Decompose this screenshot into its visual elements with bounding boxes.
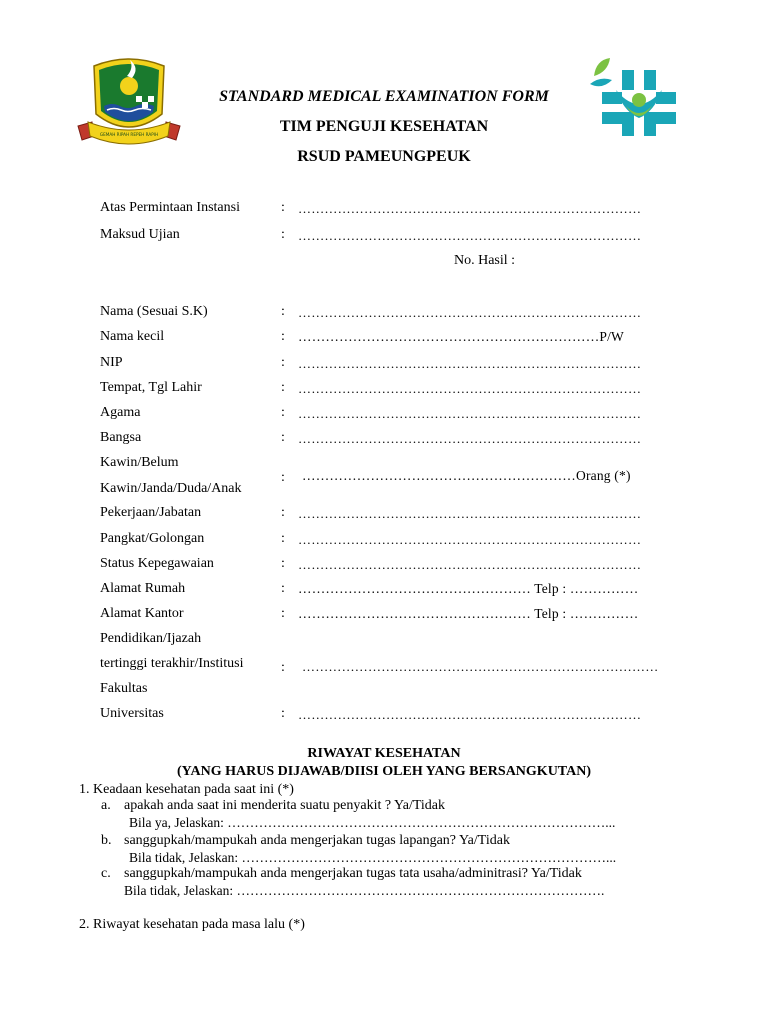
item-c-marker: c.: [101, 866, 111, 881]
field-label-pangkat: Pangkat/Golongan: [100, 531, 205, 546]
item-b-question: sanggupkah/mampukah anda mengerjakan tugas lapangan? Ya/Tidak: [124, 833, 510, 848]
item-c-explain[interactable]: Bila tidak, Jelaskan: ……………………………………………………………………….: [124, 883, 605, 898]
field-colon: :: [281, 304, 285, 319]
field-instansi-blank[interactable]: ……………………………………………………………………: [298, 201, 642, 216]
field-colon: :: [281, 531, 285, 546]
riwayat-subtitle: (YANG HARUS DIJAWAB/DIISI OLEH YANG BERSANGKUTAN): [177, 764, 591, 779]
field-nip-blank[interactable]: ……………………………………………………………………: [298, 356, 642, 371]
field-label-bangsa: Bangsa: [100, 430, 142, 445]
field-label-pekerjaan: Pekerjaan/Jabatan: [100, 505, 202, 520]
field-nama-kecil-blank[interactable]: …………………………………………………………P/W: [298, 329, 625, 344]
field-alamat-kantor-blank[interactable]: …………………………………………… Telp : ……………: [298, 606, 639, 621]
field-colon: :: [281, 329, 285, 344]
field-pangkat-blank[interactable]: ……………………………………………………………………: [298, 532, 642, 547]
question-1: 1. Keadaan kesehatan pada saat ini (*): [79, 782, 294, 797]
field-label-universitas: Universitas: [100, 706, 164, 721]
field-maksud-blank[interactable]: ……………………………………………………………………: [298, 228, 642, 243]
item-a-explain[interactable]: Bila ya, Jelaskan: …………………………………………………………………………...: [129, 815, 616, 830]
field-alamat-rumah-blank[interactable]: …………………………………………… Telp : ……………: [298, 581, 639, 596]
field-colon: :: [281, 355, 285, 370]
field-kawin-blank[interactable]: ……………………………………………………Orang (*): [302, 468, 631, 483]
kemenkes-logo: [586, 56, 682, 142]
field-bangsa-blank[interactable]: ……………………………………………………………………: [298, 431, 642, 446]
field-colon: :: [281, 430, 285, 445]
field-colon: :: [281, 227, 285, 242]
field-colon: :: [281, 505, 285, 520]
form-subtitle: TIM PENGUJI KESEHATAN: [279, 118, 489, 135]
field-colon: :: [281, 706, 285, 721]
field-pekerjaan-blank[interactable]: ……………………………………………………………………: [298, 506, 642, 521]
field-pendidikan-blank[interactable]: ………………………………………………………………………: [302, 659, 659, 674]
field-colon: :: [281, 380, 285, 395]
field-colon: :: [281, 581, 285, 596]
item-b-marker: b.: [101, 833, 112, 848]
field-colon: :: [281, 405, 285, 420]
field-label-instansi: Atas Permintaan Instansi: [100, 200, 240, 215]
field-label-kawin-line2: Kawin/Janda/Duda/Anak: [100, 481, 242, 496]
item-a-marker: a.: [101, 798, 111, 813]
field-label-agama: Agama: [100, 405, 141, 420]
field-label-nama: Nama (Sesuai S.K): [100, 304, 208, 319]
hospital-name: RSUD PAMEUNGPEUK: [297, 148, 471, 165]
riwayat-title: RIWAYAT KESEHATAN: [307, 746, 461, 761]
field-label-ttl: Tempat, Tgl Lahir: [100, 380, 202, 395]
field-colon: :: [281, 470, 285, 485]
field-label-alamat-rumah: Alamat Rumah: [100, 581, 186, 596]
question-2: 2. Riwayat kesehatan pada masa lalu (*): [79, 917, 305, 932]
form-title: STANDARD MEDICAL EXAMINATION FORM: [219, 88, 549, 105]
item-c-question: sanggupkah/mampukah anda mengerjakan tugas tata usaha/adminitrasi? Ya/Tidak: [124, 866, 582, 881]
item-b-explain[interactable]: Bila tidak, Jelaskan: ………………………………………………………………………...: [129, 850, 617, 865]
field-colon: :: [281, 200, 285, 215]
field-label-pendidikan-line2: tertinggi terakhir/Institusi: [100, 656, 244, 671]
field-agama-blank[interactable]: ……………………………………………………………………: [298, 406, 642, 421]
field-label-fakultas: Fakultas: [100, 681, 148, 696]
field-status-blank[interactable]: ……………………………………………………………………: [298, 557, 642, 572]
item-a-question: apakah anda saat ini menderita suatu penyakit ? Ya/Tidak: [124, 798, 446, 813]
field-label-pendidikan-line1: Pendidikan/Ijazah: [100, 631, 202, 646]
field-label-status: Status Kepegawaian: [100, 556, 214, 571]
svg-text:GEMAH RIPAH REPEH RAPIH: GEMAH RIPAH REPEH RAPIH: [99, 132, 159, 137]
field-label-alamat-kantor: Alamat Kantor: [100, 606, 184, 621]
field-label-nama-kecil: Nama kecil: [100, 329, 165, 344]
field-colon: :: [281, 660, 285, 675]
field-universitas-blank[interactable]: ……………………………………………………………………: [298, 707, 642, 722]
field-label-kawin-line1: Kawin/Belum: [100, 455, 179, 470]
field-label-maksud: Maksud Ujian: [100, 227, 180, 242]
field-label-nip: NIP: [100, 355, 123, 370]
no-hasil-label: No. Hasil :: [454, 253, 516, 268]
field-nama-blank[interactable]: ……………………………………………………………………: [298, 305, 642, 320]
field-colon: :: [281, 556, 285, 571]
field-ttl-blank[interactable]: ……………………………………………………………………: [298, 381, 642, 396]
field-colon: :: [281, 606, 285, 621]
